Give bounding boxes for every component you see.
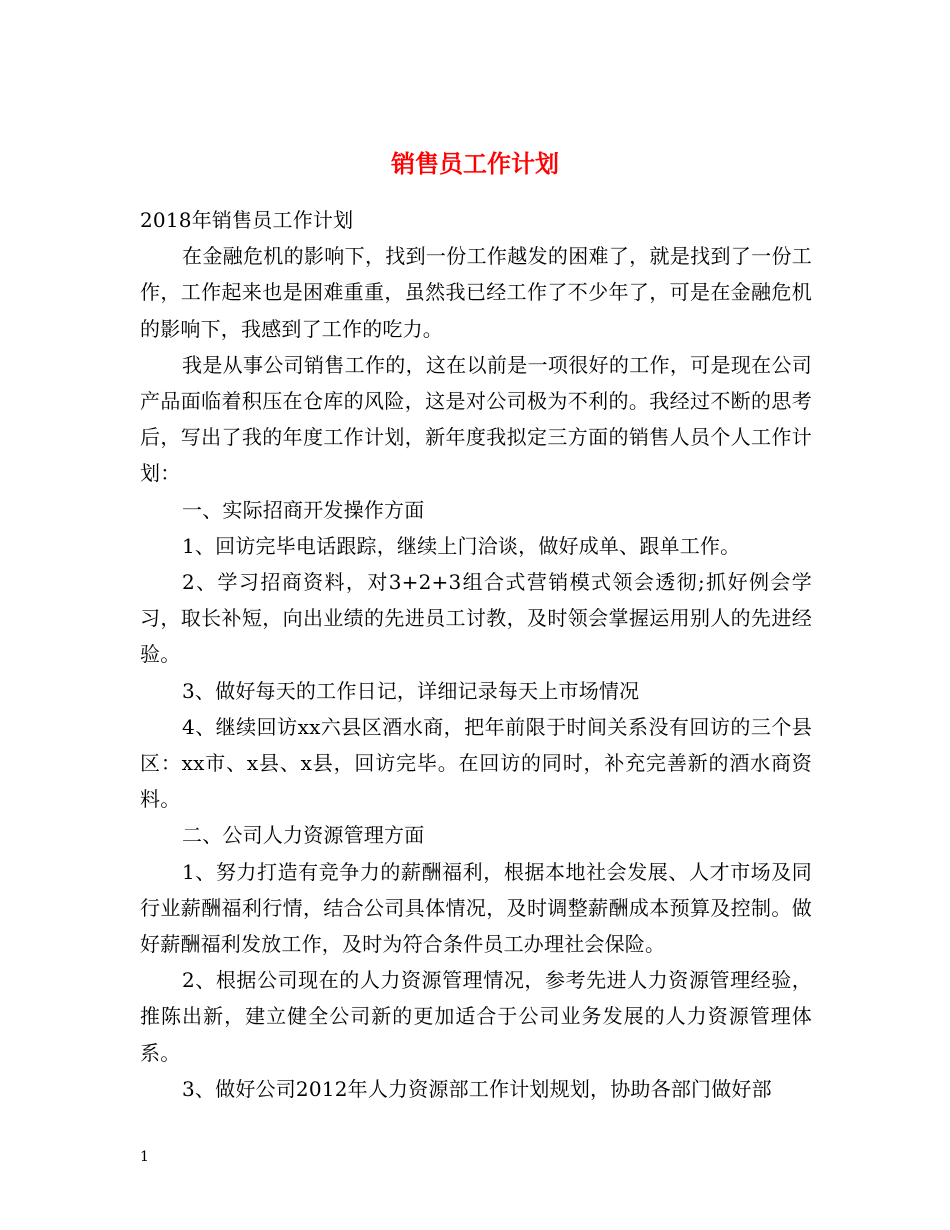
page-number: 1 (140, 1149, 149, 1165)
list-item: 1、努力打造有竞争力的薪酬福利，根据本地社会发展、人才市场及同行业薪酬福利行情，结合公司具体情况，及时调整薪酬成本预算及控制。做好薪酬福利发放工作，及时为符合条件员工办理社会保险。 (140, 859, 812, 957)
paragraph-background: 我是从事公司销售工作的，这在以前是一项很好的工作，可是现在公司产品面临着积压在仓库的风险，这是对公司极为不利的。我经过不断的思考后，写出了我的年度工作计划，新年度我拟定三方面的销售人员个人工作计划： (140, 352, 812, 486)
document-title: 销售员工作计划 (391, 149, 559, 179)
list-item: 1、回访完毕电话跟踪，继续上门洽谈，做好成单、跟单工作。 (182, 533, 741, 558)
document-subtitle: 2018年销售员工作计划 (140, 208, 354, 232)
document-body (140, 202, 812, 1107)
list-item: 3、做好每天的工作日记，详细记录每天上市场情况 (182, 678, 640, 703)
list-item: 4、继续回访xx六县区酒水商，把年前限于时间关系没有回访的三个县区：xx市、x县、x县，回访完毕。在回访的同时，补充完善新的酒水商资料。 (140, 714, 812, 812)
section-heading-2: 二、公司人力资源管理方面 (182, 823, 425, 848)
paragraph-intro: 在金融危机的影响下，找到一份工作越发的困难了，就是找到了一份工作，工作起来也是困难重重，虽然我已经工作了不少年了，可是在金融危机的影响下，我感到了工作的吃力。 (140, 244, 812, 341)
list-item: 3、做好公司2012年人力资源部工作计划规划，协助各部门做好部 (182, 1076, 772, 1101)
list-item: 2、学习招商资料，对3+2+3组合式营销模式领会透彻;抓好例会学习，取长补短，向出业绩的先进员工讨教，及时领会掌握运用别人的先进经验。 (140, 570, 812, 667)
section-heading-1: 一、实际招商开发操作方面 (182, 497, 425, 522)
list-item: 2、根据公司现在的人力资源管理情况，参考先进人力资源管理经验，推陈出新，建立健全公司新的更加适合于公司业务发展的人力资源管理体系。 (140, 968, 812, 1065)
